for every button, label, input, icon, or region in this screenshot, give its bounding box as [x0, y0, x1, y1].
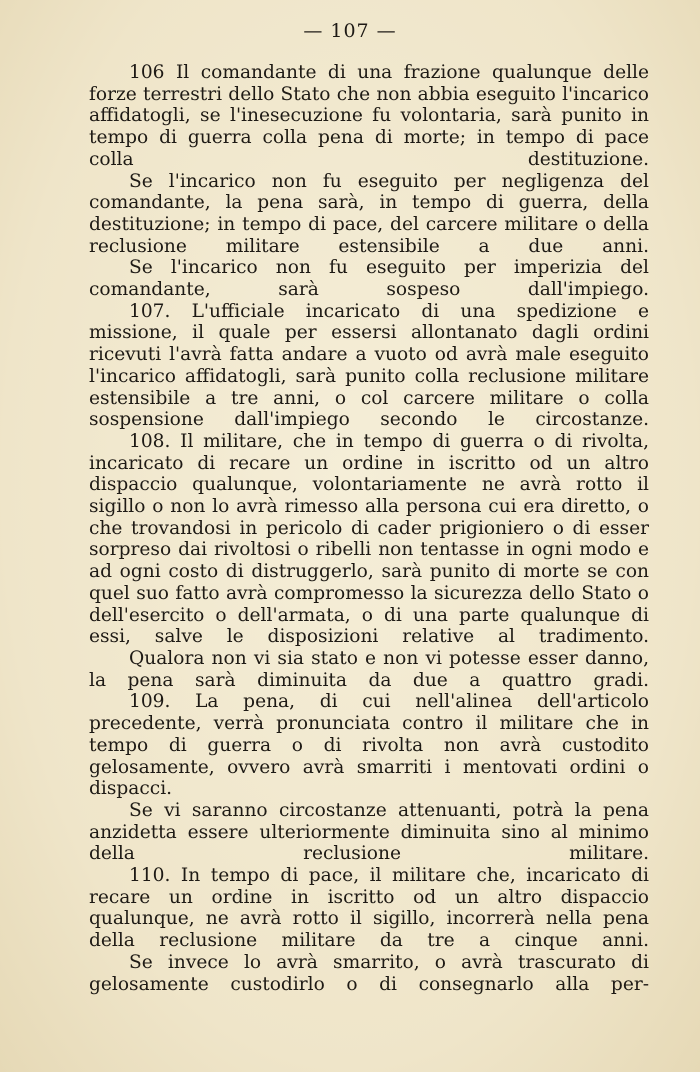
paragraph-108: 108. Il militare, che in tempo di guerra o di rivolta, incaricato di recare un ordine in iscritto od un altro dispaccio qualunque, volontariamente ne avrà rotto il sigillo o non lo avrà rimesso alla persona cui era diretto, o che trovandosi in pericolo di cader prigioniero o di esser sorpreso dai rivoltosi o ribelli non tentasse in ogni modo e ad ogni costo di distruggerlo, sarà punito di morte se con quel suo fatto avrà compromesso la sicurezza dello Stato o dell'esercito o dell'armata, o di una parte qualunque di essi, salve le disposizioni relative al tradimento.: [89, 430, 649, 648]
paragraph-109: 109. La pena, di cui nell'alinea dell'articolo precedente, verrà pronunciata contro il militare che in tempo di guerra o di rivolta non avrà custodito gelosamente, ovvero avrà smarriti i mentovati ordini o dispacci.: [89, 691, 649, 800]
paragraph-110: 110. In tempo di pace, il militare che, incaricato di recare un ordine in iscritto od un altro dispaccio qualunque, ne avrà rotto il sigillo, incorrerà nella pena della reclusione militare da tre a cinque anni.: [89, 865, 649, 952]
paragraph-107: 107. L'ufficiale incaricato di una spedizione e missione, il quale per essersi allontanato dagli ordini ricevuti l'avrà fatta andare a vuoto od avrà male eseguito l'incarico affidatogli, sarà punito colla reclusione militare estensibile a tre anni, o col carcere militare o colla sospensione dall'impiego secondo le circostanze.: [89, 300, 649, 431]
paragraph-106-imperizia: Se l'incarico non fu eseguito per imperizia del comandante, sarà sospeso dall'impiego.: [89, 257, 649, 301]
paragraph-110-smarrito: Se invece lo avrà smarrito, o avrà trascurato di gelosamente custodirlo o di consegnarlo alla per-: [89, 951, 649, 995]
paragraph-106-negligence: Se l'incarico non fu eseguito per negligenza del comandante, la pena sarà, in tempo di guerra, della destituzione; in tempo di pace, del carcere militare o della reclusione militare estensibile a due anni.: [89, 170, 649, 257]
paragraph-108-danno: Qualora non vi sia stato e non vi potesse esser danno, la pena sarà diminuita da due a quattro gradi.: [89, 647, 649, 691]
paragraph-109-attenuanti: Se vi saranno circostanze attenuanti, potrà la pena anzidetta essere ulteriormente diminuita sino al minimo della reclusione militare.: [89, 799, 649, 865]
body-text: [89, 62, 649, 995]
paragraph-106: 106 Il comandante di una frazione qualunque delle forze terrestri dello Stato che non abbia eseguito l'incarico affidatogli, se l'inesecuzione fu volontaria, sarà punito in tempo di guerra colla pena di morte; in tempo di pace colla destituzione.: [89, 62, 649, 170]
page-number: — 107 —: [303, 20, 397, 42]
